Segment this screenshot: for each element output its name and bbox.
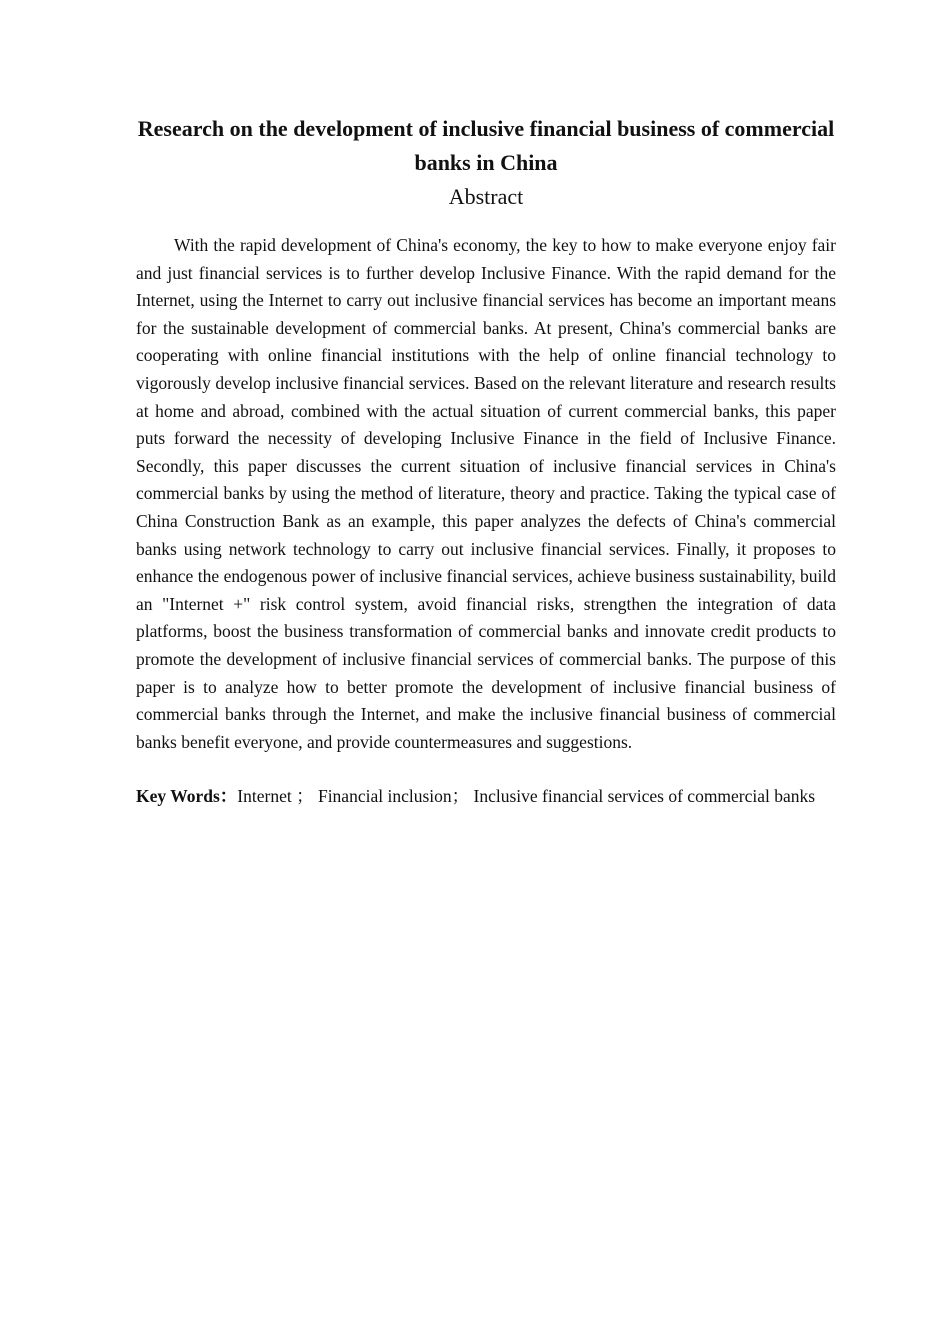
keywords-label: Key Words： — [136, 786, 238, 807]
keywords-text: Internet ； Financial inclusion； Inclusive financial services of commercial banks — [237, 786, 816, 807]
paper-page — [136, 112, 836, 811]
abstract-heading: Abstract — [448, 184, 524, 209]
keywords-line — [136, 783, 836, 811]
paper-title: Research on the development of inclusive financial business of commercial banks in China — [137, 116, 835, 175]
abstract-body: With the rapid development of China's economy, the key to how to make everyone enjoy fair and just financial services is to further develop Inclusive Finance. With the rapid demand for the Internet, using the Internet to carry out inclusive financial services has become an important means for the sustainable development of commercial banks. At present, China's commercial banks are cooperating with online financial institutions with the help of online financial technology to vigorously develop inclusive financial services. Based on the relevant literature and research results at home and abroad, combined with the actual situation of current commercial banks, this paper puts forward the necessity of developing Inclusive Finance in the field of Inclusive Finance. Secondly, this paper discusses the current situation of inclusive financial services in China's commercial banks by using the method of literature, theory and practice. Taking the typical case of China Construction Bank as an example, this paper analyzes the defects of China's commercial banks using network technology to carry out inclusive financial services. Finally, it proposes to enhance the endogenous power of inclusive financial services, achieve business sustainability, build an "Internet +" risk control system, avoid financial risks, strengthen the integration of data platforms, boost the business transformation of commercial banks and innovate credit products to promote the development of inclusive financial services of commercial banks. The purpose of this paper is to analyze how to better promote the development of inclusive financial business of commercial banks through the Internet, and make the inclusive financial business of commercial banks benefit everyone, and provide countermeasures and suggestions. — [136, 235, 836, 752]
